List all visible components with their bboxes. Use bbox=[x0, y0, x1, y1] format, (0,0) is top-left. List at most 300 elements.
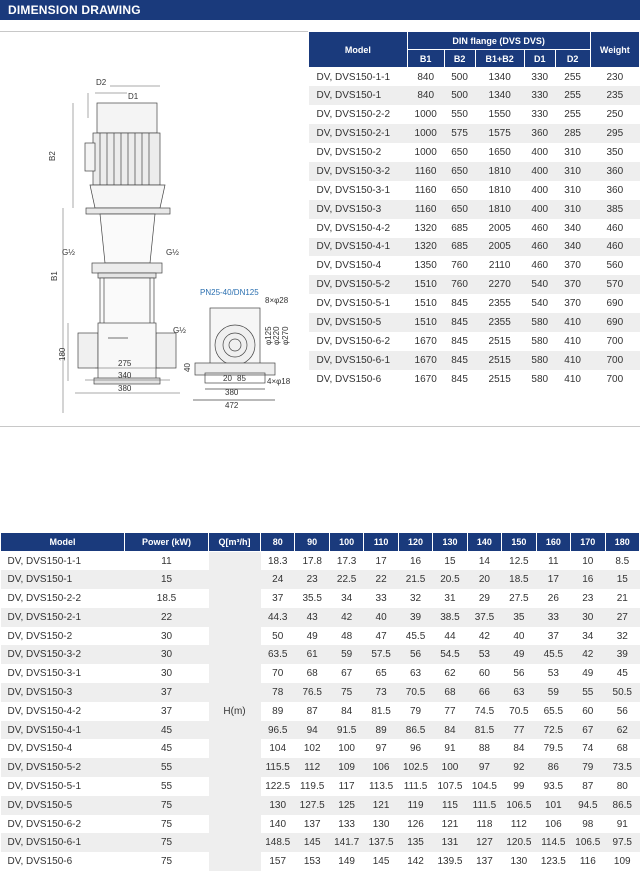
head-value-cell: 130 bbox=[502, 852, 536, 871]
value-cell: 690 bbox=[590, 313, 639, 332]
power-cell: 37 bbox=[125, 702, 209, 721]
head-value-cell: 21 bbox=[605, 589, 639, 608]
head-value-cell: 120.5 bbox=[502, 833, 536, 852]
head-value-cell: 37.5 bbox=[467, 608, 501, 627]
table-row bbox=[1, 645, 640, 664]
dimension-drawing bbox=[0, 33, 306, 413]
value-cell: 550 bbox=[444, 105, 475, 124]
model-cell: DV, DVS150-2-2 bbox=[1, 589, 125, 608]
value-cell: 650 bbox=[444, 200, 475, 219]
power-cell: 45 bbox=[125, 739, 209, 758]
label-holes-top: 8×φ28 bbox=[265, 296, 289, 305]
value-cell: 2110 bbox=[475, 256, 524, 275]
head-value-cell: 87 bbox=[295, 702, 329, 721]
power-cell: 75 bbox=[125, 796, 209, 815]
performance-table bbox=[0, 532, 640, 871]
head-value-cell: 148.5 bbox=[261, 833, 295, 852]
head-value-cell: 113.5 bbox=[364, 777, 398, 796]
table-row bbox=[1, 589, 640, 608]
value-cell: 460 bbox=[590, 219, 639, 238]
head-value-cell: 60 bbox=[571, 702, 605, 721]
head-value-cell: 56 bbox=[398, 645, 432, 664]
model-cell: DV, DVS150-1-1 bbox=[1, 552, 125, 571]
head-value-cell: 135 bbox=[398, 833, 432, 852]
head-value-cell: 70.5 bbox=[502, 702, 536, 721]
section-title-bar bbox=[0, 0, 640, 20]
head-value-cell: 27 bbox=[605, 608, 639, 627]
model-cell: DV, DVS150-5-1 bbox=[1, 777, 125, 796]
model-cell: DV, DVS150-4-2 bbox=[309, 219, 408, 238]
head-value-cell: 45.5 bbox=[536, 645, 570, 664]
value-cell: 500 bbox=[444, 68, 475, 87]
value-cell: 360 bbox=[590, 162, 639, 181]
value-cell: 2515 bbox=[475, 332, 524, 351]
head-value-cell: 49 bbox=[502, 645, 536, 664]
label-85: 85 bbox=[237, 374, 246, 383]
head-value-cell: 133 bbox=[329, 815, 363, 834]
value-cell: 295 bbox=[590, 124, 639, 143]
head-value-cell: 79.5 bbox=[536, 739, 570, 758]
value-cell: 370 bbox=[555, 275, 590, 294]
table-row bbox=[1, 702, 640, 721]
head-value-cell: 126 bbox=[398, 815, 432, 834]
value-cell: 685 bbox=[444, 219, 475, 238]
head-value-cell: 39 bbox=[398, 608, 432, 627]
head-value-cell: 26 bbox=[536, 589, 570, 608]
head-value-cell: 53 bbox=[536, 664, 570, 683]
head-value-cell: 114.5 bbox=[536, 833, 570, 852]
head-value-cell: 98 bbox=[571, 815, 605, 834]
value-cell: 1160 bbox=[407, 181, 444, 200]
table-row bbox=[309, 68, 640, 87]
label-phi125: φ125 bbox=[264, 326, 273, 345]
head-value-cell: 99 bbox=[502, 777, 536, 796]
table-row bbox=[309, 105, 640, 124]
head-value-cell: 45.5 bbox=[398, 627, 432, 646]
head-value-cell: 34 bbox=[571, 627, 605, 646]
head-value-cell: 106.5 bbox=[502, 796, 536, 815]
model-cell: DV, DVS150-3 bbox=[309, 200, 408, 219]
head-value-cell: 121 bbox=[433, 815, 467, 834]
head-value-cell: 127 bbox=[467, 833, 501, 852]
table-row bbox=[1, 777, 640, 796]
power-cell: 75 bbox=[125, 833, 209, 852]
table-row bbox=[309, 351, 640, 370]
value-cell: 410 bbox=[555, 370, 590, 389]
label-340: 340 bbox=[118, 371, 132, 380]
label-g-left: G½ bbox=[62, 248, 75, 257]
label-40: 40 bbox=[183, 363, 192, 372]
value-cell: 845 bbox=[444, 332, 475, 351]
power-cell: 11 bbox=[125, 552, 209, 571]
table-row bbox=[1, 852, 640, 871]
value-cell: 310 bbox=[555, 143, 590, 162]
value-cell: 580 bbox=[524, 313, 555, 332]
header-b1b2: B1+B2 bbox=[475, 50, 524, 68]
head-value-cell: 106 bbox=[364, 758, 398, 777]
value-cell: 1650 bbox=[475, 143, 524, 162]
head-value-cell: 66 bbox=[467, 683, 501, 702]
value-cell: 340 bbox=[555, 219, 590, 238]
head-value-cell: 94.5 bbox=[571, 796, 605, 815]
value-cell: 650 bbox=[444, 143, 475, 162]
head-value-cell: 12.5 bbox=[502, 552, 536, 571]
head-value-cell: 20.5 bbox=[433, 570, 467, 589]
value-cell: 460 bbox=[524, 256, 555, 275]
model-cell: DV, DVS150-2 bbox=[309, 143, 408, 162]
power-cell: 30 bbox=[125, 627, 209, 646]
head-value-cell: 17.3 bbox=[329, 552, 363, 571]
head-value-cell: 84 bbox=[329, 702, 363, 721]
model-cell: DV, DVS150-2-2 bbox=[309, 105, 408, 124]
model-cell: DV, DVS150-2 bbox=[1, 627, 125, 646]
table-row bbox=[309, 370, 640, 389]
value-cell: 340 bbox=[555, 238, 590, 257]
value-cell: 330 bbox=[524, 86, 555, 105]
head-value-cell: 91.5 bbox=[329, 721, 363, 740]
head-value-cell: 44 bbox=[433, 627, 467, 646]
header-din-flange: DIN flange (DVS DVS) bbox=[407, 32, 590, 50]
header-d1: D1 bbox=[524, 50, 555, 68]
head-value-cell: 92 bbox=[502, 758, 536, 777]
header-flow-value: 140 bbox=[467, 533, 501, 552]
label-d2: D2 bbox=[96, 78, 107, 87]
value-cell: 1160 bbox=[407, 200, 444, 219]
head-value-cell: 123.5 bbox=[536, 852, 570, 871]
table-row bbox=[309, 219, 640, 238]
head-value-cell: 125 bbox=[329, 796, 363, 815]
value-cell: 385 bbox=[590, 200, 639, 219]
value-cell: 650 bbox=[444, 181, 475, 200]
model-cell: DV, DVS150-3 bbox=[1, 683, 125, 702]
table-row bbox=[309, 86, 640, 105]
head-value-cell: 42 bbox=[329, 608, 363, 627]
model-cell: DV, DVS150-6-2 bbox=[309, 332, 408, 351]
head-value-cell: 63 bbox=[398, 664, 432, 683]
head-value-cell: 97 bbox=[364, 739, 398, 758]
head-value-cell: 37 bbox=[536, 627, 570, 646]
table-row bbox=[309, 181, 640, 200]
label-20: 20 bbox=[223, 374, 232, 383]
head-value-cell: 63 bbox=[502, 683, 536, 702]
head-value-cell: 17 bbox=[364, 552, 398, 571]
head-value-cell: 87 bbox=[571, 777, 605, 796]
label-side-380: 380 bbox=[225, 388, 239, 397]
table-row bbox=[309, 143, 640, 162]
value-cell: 700 bbox=[590, 332, 639, 351]
head-value-cell: 33 bbox=[364, 589, 398, 608]
power-cell: 55 bbox=[125, 777, 209, 796]
head-value-cell: 22.5 bbox=[329, 570, 363, 589]
power-cell: 37 bbox=[125, 683, 209, 702]
head-value-cell: 33 bbox=[536, 608, 570, 627]
table-row bbox=[1, 570, 640, 589]
head-value-cell: 91 bbox=[605, 815, 639, 834]
model-cell: DV, DVS150-1-1 bbox=[309, 68, 408, 87]
model-cell: DV, DVS150-6-1 bbox=[309, 351, 408, 370]
power-cell: 30 bbox=[125, 664, 209, 683]
head-value-cell: 86.5 bbox=[605, 796, 639, 815]
value-cell: 1000 bbox=[407, 124, 444, 143]
value-cell: 1320 bbox=[407, 219, 444, 238]
head-value-cell: 57.5 bbox=[364, 645, 398, 664]
value-cell: 760 bbox=[444, 275, 475, 294]
model-cell: DV, DVS150-4-1 bbox=[1, 721, 125, 740]
header-b1: B1 bbox=[407, 50, 444, 68]
head-value-cell: 145 bbox=[364, 852, 398, 871]
head-value-cell: 74 bbox=[571, 739, 605, 758]
model-cell: DV, DVS150-5 bbox=[309, 313, 408, 332]
value-cell: 1810 bbox=[475, 200, 524, 219]
head-value-cell: 130 bbox=[261, 796, 295, 815]
head-value-cell: 42 bbox=[571, 645, 605, 664]
head-value-cell: 86 bbox=[536, 758, 570, 777]
model-cell: DV, DVS150-1 bbox=[1, 570, 125, 589]
model-cell: DV, DVS150-5-1 bbox=[309, 294, 408, 313]
value-cell: 1810 bbox=[475, 162, 524, 181]
head-value-cell: 149 bbox=[329, 852, 363, 871]
head-value-cell: 100 bbox=[329, 739, 363, 758]
label-380: 380 bbox=[118, 384, 132, 393]
label-g-right: G½ bbox=[166, 248, 179, 257]
value-cell: 360 bbox=[524, 124, 555, 143]
header-model: Model bbox=[309, 32, 408, 68]
table-row bbox=[309, 238, 640, 257]
head-value-cell: 73 bbox=[364, 683, 398, 702]
table-row bbox=[309, 313, 640, 332]
table-row bbox=[309, 256, 640, 275]
model-cell: DV, DVS150-5-2 bbox=[309, 275, 408, 294]
head-value-cell: 24 bbox=[261, 570, 295, 589]
head-value-cell: 137 bbox=[295, 815, 329, 834]
model-cell: DV, DVS150-4 bbox=[309, 256, 408, 275]
label-phi270: φ270 bbox=[281, 326, 290, 345]
value-cell: 400 bbox=[524, 200, 555, 219]
value-cell: 1510 bbox=[407, 275, 444, 294]
head-value-cell: 94 bbox=[295, 721, 329, 740]
head-value-cell: 89 bbox=[261, 702, 295, 721]
value-cell: 310 bbox=[555, 200, 590, 219]
value-cell: 575 bbox=[444, 124, 475, 143]
head-value-cell: 79 bbox=[571, 758, 605, 777]
head-value-cell: 118 bbox=[467, 815, 501, 834]
power-cell: 22 bbox=[125, 608, 209, 627]
head-value-cell: 18.5 bbox=[502, 570, 536, 589]
head-value-cell: 157 bbox=[261, 852, 295, 871]
head-value-cell: 10 bbox=[571, 552, 605, 571]
head-value-cell: 17.8 bbox=[295, 552, 329, 571]
value-cell: 700 bbox=[590, 351, 639, 370]
head-value-cell: 50 bbox=[261, 627, 295, 646]
head-value-cell: 97 bbox=[467, 758, 501, 777]
head-value-cell: 20 bbox=[467, 570, 501, 589]
head-value-cell: 145 bbox=[295, 833, 329, 852]
value-cell: 650 bbox=[444, 162, 475, 181]
head-value-cell: 11 bbox=[536, 552, 570, 571]
model-cell: DV, DVS150-2-1 bbox=[309, 124, 408, 143]
head-value-cell: 35.5 bbox=[295, 589, 329, 608]
table-row bbox=[1, 758, 640, 777]
label-holes-bottom: 4×φ18 bbox=[267, 377, 291, 386]
model-cell: DV, DVS150-6-2 bbox=[1, 815, 125, 834]
table-row bbox=[1, 683, 640, 702]
head-value-cell: 78 bbox=[261, 683, 295, 702]
head-value-cell: 37 bbox=[261, 589, 295, 608]
value-cell: 400 bbox=[524, 143, 555, 162]
head-value-cell: 32 bbox=[398, 589, 432, 608]
table-row bbox=[1, 815, 640, 834]
value-cell: 310 bbox=[555, 162, 590, 181]
head-value-cell: 35 bbox=[502, 608, 536, 627]
table-row bbox=[309, 200, 640, 219]
label-d1: D1 bbox=[128, 92, 139, 101]
value-cell: 540 bbox=[524, 275, 555, 294]
head-value-cell: 61 bbox=[295, 645, 329, 664]
head-value-cell: 153 bbox=[295, 852, 329, 871]
model-cell: DV, DVS150-4-2 bbox=[1, 702, 125, 721]
header-flow-value: 80 bbox=[261, 533, 295, 552]
head-value-cell: 62 bbox=[433, 664, 467, 683]
value-cell: 1670 bbox=[407, 351, 444, 370]
value-cell: 1350 bbox=[407, 256, 444, 275]
power-cell: 75 bbox=[125, 815, 209, 834]
head-value-cell: 127.5 bbox=[295, 796, 329, 815]
label-g-side: G½ bbox=[173, 326, 186, 335]
value-cell: 400 bbox=[524, 162, 555, 181]
head-value-cell: 122.5 bbox=[261, 777, 295, 796]
head-value-cell: 121 bbox=[364, 796, 398, 815]
head-value-cell: 34 bbox=[329, 589, 363, 608]
power-cell: 15 bbox=[125, 570, 209, 589]
head-value-cell: 38.5 bbox=[433, 608, 467, 627]
header-flow-value: 150 bbox=[502, 533, 536, 552]
head-value-cell: 140 bbox=[261, 815, 295, 834]
head-value-cell: 45 bbox=[605, 664, 639, 683]
head-value-cell: 44.3 bbox=[261, 608, 295, 627]
head-value-cell: 116 bbox=[571, 852, 605, 871]
head-value-cell: 50.5 bbox=[605, 683, 639, 702]
table-row bbox=[1, 627, 640, 646]
head-value-cell: 106.5 bbox=[571, 833, 605, 852]
header-power: Power (kW) bbox=[125, 533, 209, 552]
table-row bbox=[1, 608, 640, 627]
header-flow-value: 160 bbox=[536, 533, 570, 552]
head-value-cell: 48 bbox=[329, 627, 363, 646]
value-cell: 350 bbox=[590, 143, 639, 162]
value-cell: 560 bbox=[590, 256, 639, 275]
value-cell: 540 bbox=[524, 294, 555, 313]
head-value-cell: 14 bbox=[467, 552, 501, 571]
model-cell: DV, DVS150-3-1 bbox=[309, 181, 408, 200]
value-cell: 1670 bbox=[407, 332, 444, 351]
header-weight: Weight bbox=[590, 32, 639, 68]
head-value-cell: 67 bbox=[329, 664, 363, 683]
value-cell: 840 bbox=[407, 68, 444, 87]
head-value-cell: 54.5 bbox=[433, 645, 467, 664]
value-cell: 410 bbox=[555, 351, 590, 370]
head-value-cell: 111.5 bbox=[398, 777, 432, 796]
head-value-cell: 68 bbox=[433, 683, 467, 702]
model-cell: DV, DVS150-6 bbox=[1, 852, 125, 871]
head-value-cell: 43 bbox=[295, 608, 329, 627]
value-cell: 2355 bbox=[475, 313, 524, 332]
value-cell: 1810 bbox=[475, 181, 524, 200]
head-value-cell: 77 bbox=[502, 721, 536, 740]
value-cell: 2515 bbox=[475, 351, 524, 370]
power-cell: 55 bbox=[125, 758, 209, 777]
table-row bbox=[1, 796, 640, 815]
value-cell: 580 bbox=[524, 351, 555, 370]
head-value-cell: 141.7 bbox=[329, 833, 363, 852]
section-title: DIMENSION DRAWING bbox=[8, 3, 141, 17]
value-cell: 330 bbox=[524, 105, 555, 124]
value-cell: 845 bbox=[444, 294, 475, 313]
header-d2: D2 bbox=[555, 50, 590, 68]
head-value-cell: 42 bbox=[467, 627, 501, 646]
head-value-cell: 96 bbox=[398, 739, 432, 758]
head-value-cell: 101 bbox=[536, 796, 570, 815]
head-value-cell: 53 bbox=[467, 645, 501, 664]
table-row bbox=[1, 721, 640, 740]
head-value-cell: 142 bbox=[398, 852, 432, 871]
head-value-cell: 102.5 bbox=[398, 758, 432, 777]
model-cell: DV, DVS150-3-2 bbox=[1, 645, 125, 664]
value-cell: 235 bbox=[590, 86, 639, 105]
head-value-cell: 15 bbox=[605, 570, 639, 589]
head-value-cell: 119 bbox=[398, 796, 432, 815]
value-cell: 310 bbox=[555, 181, 590, 200]
header-flow-value: 90 bbox=[295, 533, 329, 552]
head-value-cell: 76.5 bbox=[295, 683, 329, 702]
head-value-cell: 30 bbox=[571, 608, 605, 627]
head-value-cell: 115.5 bbox=[261, 758, 295, 777]
head-value-cell: 137 bbox=[467, 852, 501, 871]
head-value-cell: 84 bbox=[433, 721, 467, 740]
model-cell: DV, DVS150-5 bbox=[1, 796, 125, 815]
value-cell: 250 bbox=[590, 105, 639, 124]
table-row bbox=[1, 552, 640, 571]
value-cell: 1575 bbox=[475, 124, 524, 143]
model-cell: DV, DVS150-3-1 bbox=[1, 664, 125, 683]
value-cell: 840 bbox=[407, 86, 444, 105]
head-value-cell: 17 bbox=[536, 570, 570, 589]
head-value-cell: 62 bbox=[605, 721, 639, 740]
value-cell: 1160 bbox=[407, 162, 444, 181]
label-180: 180 bbox=[58, 347, 67, 361]
head-value-cell: 102 bbox=[295, 739, 329, 758]
value-cell: 1000 bbox=[407, 143, 444, 162]
head-value-cell: 40 bbox=[502, 627, 536, 646]
head-value-cell: 31 bbox=[433, 589, 467, 608]
head-value-cell: 75 bbox=[329, 683, 363, 702]
head-value-cell: 65 bbox=[364, 664, 398, 683]
power-cell: 30 bbox=[125, 645, 209, 664]
value-cell: 570 bbox=[590, 275, 639, 294]
head-value-cell: 104 bbox=[261, 739, 295, 758]
label-275: 275 bbox=[118, 359, 132, 368]
head-value-cell: 72.5 bbox=[536, 721, 570, 740]
head-value-cell: 93.5 bbox=[536, 777, 570, 796]
value-cell: 580 bbox=[524, 332, 555, 351]
value-cell: 370 bbox=[555, 294, 590, 313]
value-cell: 1670 bbox=[407, 370, 444, 389]
label-b2: B2 bbox=[48, 151, 57, 161]
header-flow-value: 170 bbox=[571, 533, 605, 552]
head-value-cell: 18.3 bbox=[261, 552, 295, 571]
value-cell: 410 bbox=[555, 313, 590, 332]
model-cell: DV, DVS150-5-2 bbox=[1, 758, 125, 777]
header-flow-value: 110 bbox=[364, 533, 398, 552]
